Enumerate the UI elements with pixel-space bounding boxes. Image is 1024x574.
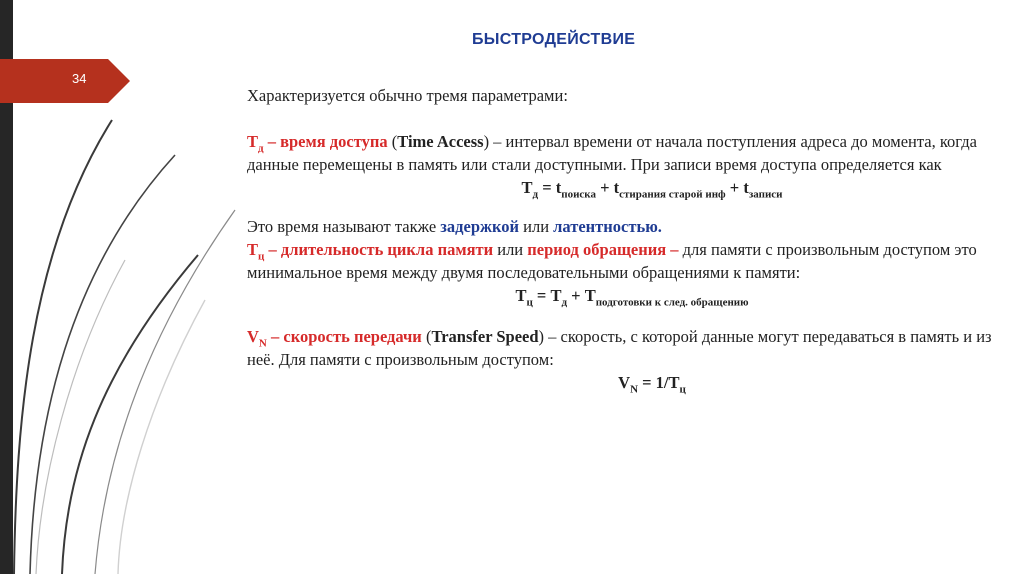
latency-word-delay: задержкой (440, 217, 520, 236)
latency-word-latency: латентностью. (553, 217, 662, 236)
cycle-time-paragraph: $T_ц$ – длительность цикла памяти или период обращения – для памяти с произвольным доступом это минимальное время между двумя последовательными обращениями к памяти: (247, 240, 977, 282)
access-time-formula: $T_д = t_{поиска} + t_{стирания старой инф} + t_{записи}$ (521, 178, 783, 201)
cycle-period-term: период обращения (527, 240, 667, 259)
latency-paragraph: Это время называют также задержкой или латентностью. (247, 217, 662, 236)
cycle-time-formula: $T_ц = T_д + T_{подготовки к след. обращению}$ (515, 286, 749, 309)
access-time-paragraph: $T_д$ – время доступа (Time Access) – интервал времени от начала поступления адреса до момента, когда данные перемещены в память или стали доступными. При записи время доступа определяется как (247, 132, 977, 174)
transfer-speed-formula: $V_N = 1/T_ц$ (618, 373, 686, 396)
transfer-speed-english: Transfer Speed (431, 327, 539, 346)
transfer-speed-term: $V_N$ – скорость передачи (247, 327, 422, 350)
cycle-time-term: $T_ц$ – длительность цикла памяти (247, 240, 494, 263)
access-time-english: Time Access (397, 132, 484, 151)
slide-number: 34 (72, 71, 87, 86)
transfer-speed-paragraph: $V_N$ – скорость передачи (Transfer Speed) – скорость, с которой данные могут передаваться в память и из неё. Для памяти с произвольным доступом: (247, 327, 992, 369)
intro-text: Характеризуется обычно тремя параметрами: (247, 86, 568, 105)
access-time-term: $T_д$ – время доступа (247, 132, 388, 155)
slide-content (247, 84, 1007, 394)
page-title: БЫСТРОДЕЙСТВИЕ (472, 31, 636, 48)
